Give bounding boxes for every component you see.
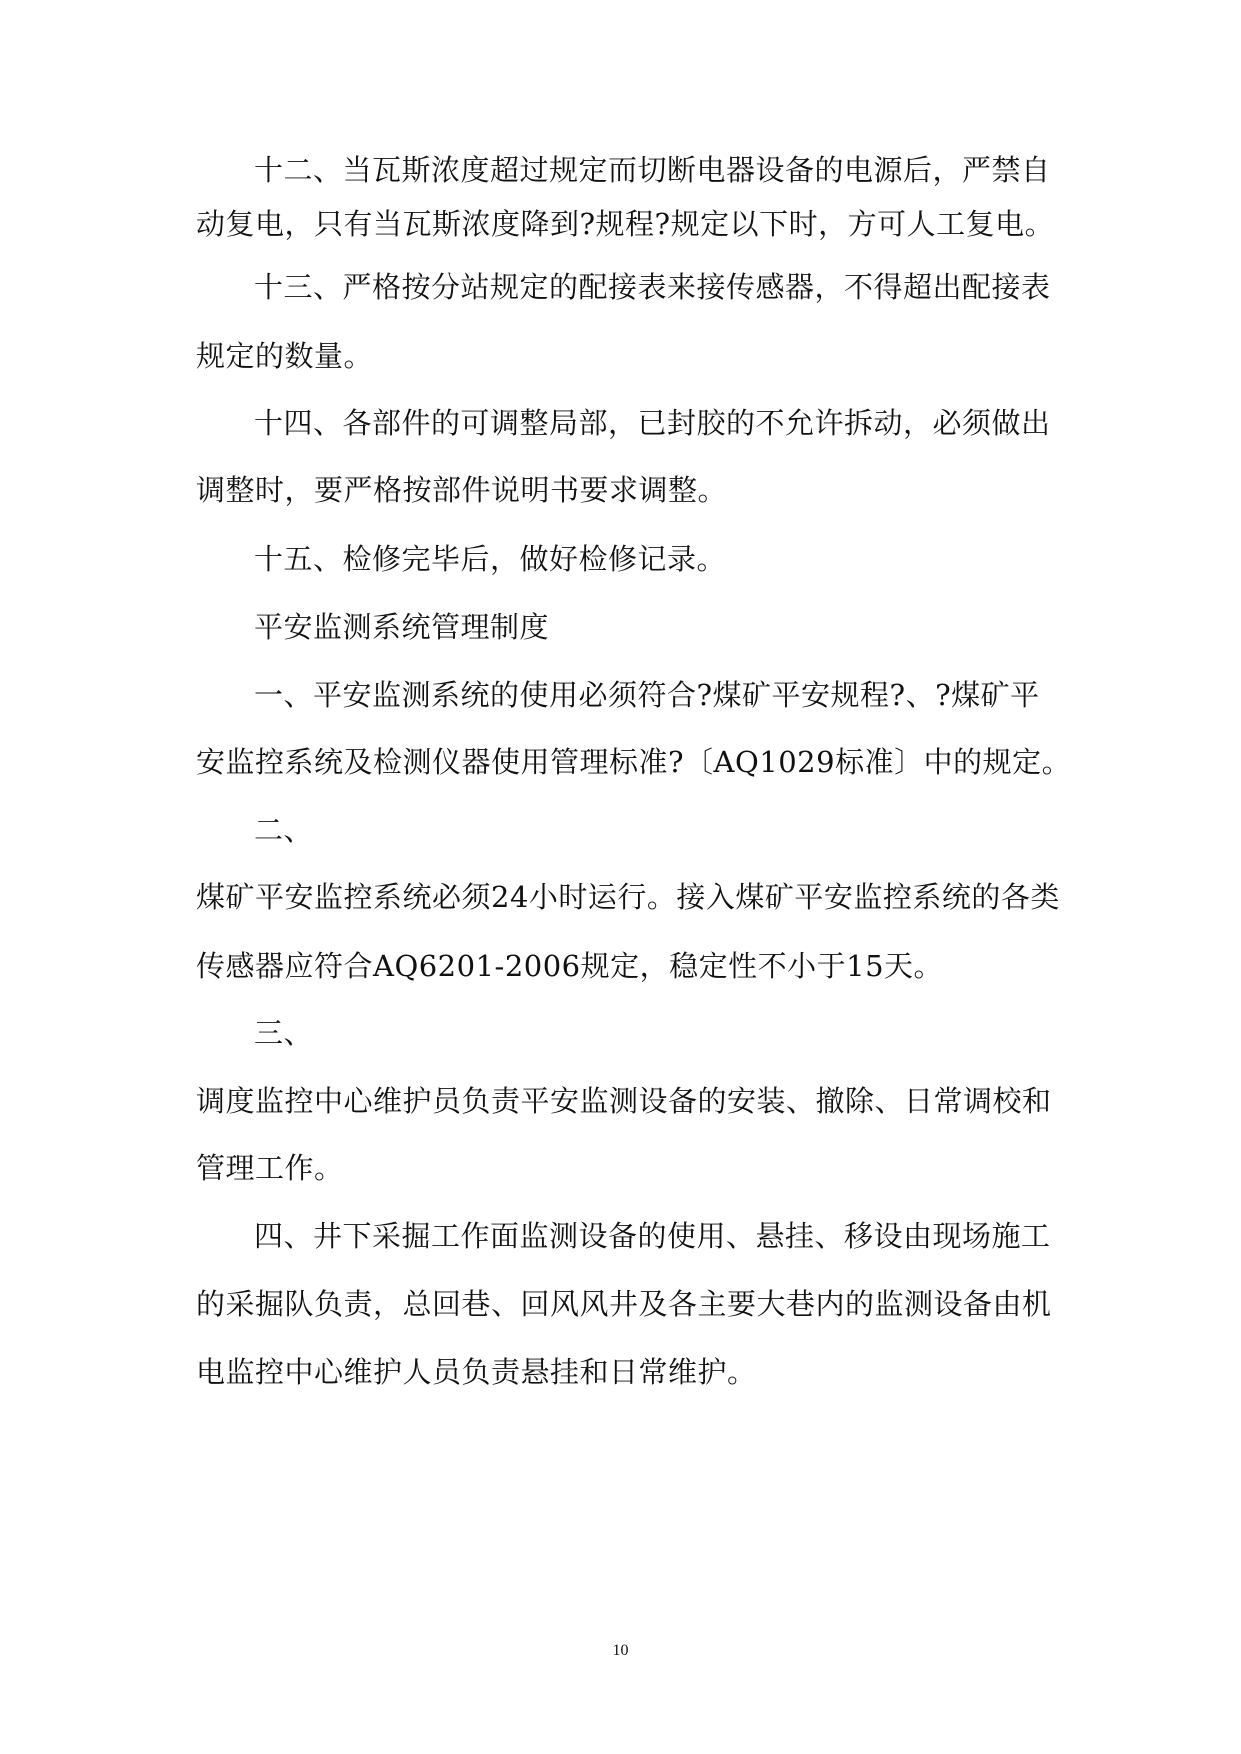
paragraph-13-line-1: 十三、严格按分站规定的配接表来接传感器，不得超出配接表 [254,270,1051,304]
paragraph-1-line-1: 一、平安监测系统的使用必须符合?煤矿平安规程?、?煤矿平 [254,678,1040,712]
paragraph-3-line-2: 管理工作。 [196,1151,344,1185]
paragraph-2-line-1: 煤矿平安监控系统必须24小时运行。接入煤矿平安监控系统的各类 [196,880,1060,914]
page-number: 10 [612,1642,629,1659]
paragraph-13-line-2: 规定的数量。 [196,339,374,373]
paragraph-2-line-2: 传感器应符合AQ6201-2006规定，稳定性不小于15天。 [196,949,944,983]
paragraph-1-line-2: 安监控系统及检测仪器使用管理标准?〔AQ1029标准〕中的规定。 [196,745,1072,779]
paragraph-14-line-1: 十四、各部件的可调整局部，已封胶的不允许拆动，必须做出 [254,406,1051,440]
paragraph-3-heading: 三、 [254,1016,314,1050]
paragraph-3-line-1: 调度监控中心维护员负责平安监测设备的安装、撤除、日常调校和 [196,1084,1052,1118]
paragraph-12-line-2: 动复电，只有当瓦斯浓度降到?规程?规定以下时，方可人工复电。 [196,207,1055,241]
paragraph-15-line-1: 十五、检修完毕后，做好检修记录。 [254,542,727,576]
paragraph-12-line-1: 十二、当瓦斯浓度超过规定而切断电器设备的电源后，严禁自 [254,153,1051,187]
paragraph-4-line-1: 四、井下采掘工作面监测设备的使用、悬挂、移设由现场施工 [254,1219,1051,1253]
section-title: 平安监测系统管理制度 [254,610,550,644]
paragraph-2-heading: 二、 [254,813,314,847]
paragraph-4-line-2: 的采掘队负责，总回巷、回风风井及各主要大巷内的监测设备由机 [196,1287,1052,1321]
paragraph-4-line-3: 电监控中心维护人员负责悬挂和日常维护。 [196,1355,757,1389]
paragraph-14-line-2: 调整时，要严格按部件说明书要求调整。 [196,473,728,507]
